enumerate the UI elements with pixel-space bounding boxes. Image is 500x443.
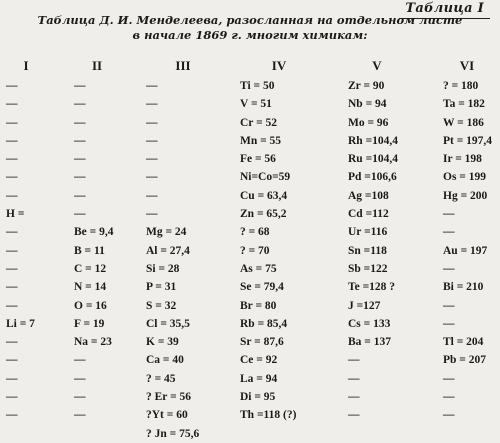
table-number-badge: Таблица I [399,1,490,19]
element-cell: Nb = 94 [348,98,387,111]
element-cell: C = 12 [74,262,107,275]
element-cell: — [74,171,86,184]
element-cell: Hg = 200 [443,189,488,202]
element-cell: ? = 180 [443,80,479,92]
element-cell: ? = 45 [146,372,176,385]
element-cell: Pt = 197,4 [443,134,493,147]
element-cell: — [6,391,18,404]
element-cell: Sb =122 [348,262,388,275]
element-cell: — [443,299,455,312]
element-cell: — [443,208,455,221]
table-title [0,13,500,43]
element-cell: — [146,153,158,166]
element-cell: Tl = 204 [443,336,484,349]
group-header-5: V [372,58,382,73]
column-group-5 [348,77,398,425]
element-cell: Cu = 63,4 [240,189,288,202]
element-cell: Al = 27,4 [146,244,190,257]
element-cell: Be = 9,4 [74,226,114,239]
element-cell: Li = 7 [6,317,35,330]
element-cell: Rb = 85,4 [240,317,288,330]
element-cell: — [6,98,18,111]
element-cell: — [74,409,86,422]
element-cell: K = 39 [146,336,179,349]
element-cell: Mo = 96 [348,116,389,129]
element-cell: Mn = 55 [240,134,282,147]
element-cell: — [74,354,86,367]
group-header-1: I [23,58,29,73]
element-cell: — [443,409,455,422]
element-cell: Cs = 133 [348,317,391,330]
element-cell: Ba = 137 [348,336,391,349]
element-cell: — [6,153,18,166]
element-cell: — [74,208,86,221]
column-group-3 [146,77,199,443]
element-cell: — [6,116,18,129]
element-cell: H = [6,208,25,221]
element-cell: V = 51 [240,98,272,111]
element-cell: — [74,372,86,385]
group-header-2: II [91,58,103,73]
element-cell: Na = 23 [74,336,112,349]
element-cell: — [6,336,18,349]
column-group-1 [6,77,35,425]
element-cell: Ce = 92 [240,354,278,367]
element-cell: Br = 80 [240,299,277,312]
element-cell: — [146,134,158,147]
element-cell: — [6,226,18,239]
element-cell: — [443,391,455,404]
element-cell: ?Yt = 60 [146,409,188,422]
element-cell: — [74,391,86,404]
element-cell: — [146,98,158,111]
element-cell: — [6,372,18,385]
element-cell: — [443,262,455,275]
title-line-1: Таблица Д. И. Менделеева, разосланная на отдельном листе [37,13,463,27]
element-cell: — [146,189,158,202]
group-header-4: IV [271,58,287,73]
element-cell: F = 19 [74,317,105,330]
element-cell: — [348,372,360,385]
element-cell: — [443,372,455,385]
element-cell: Os = 199 [443,171,486,184]
element-cell: Cd =112 [348,208,389,221]
element-cell: Pd =106,6 [348,171,397,184]
element-cell: — [6,134,18,147]
element-cell: — [348,391,360,404]
element-cell: Ir = 198 [443,153,482,166]
element-cell: La = 94 [240,372,278,385]
column-group-2 [74,77,113,425]
element-cell: — [348,409,360,422]
element-cell: Rh =104,4 [348,134,399,147]
element-cell: — [6,409,18,422]
element-cell: Se = 79,4 [240,281,284,294]
group-header-3: III [175,58,191,73]
element-cell: As = 75 [240,262,277,275]
element-cell: W = 186 [443,116,484,129]
element-cell: — [6,171,18,184]
element-cell: — [146,116,158,129]
element-cell: Te =128 ? [348,281,396,294]
element-cell: Ni=Co=59 [240,171,291,184]
element-cell: ? = 70 [240,244,270,257]
element-cell: Zn = 65,2 [240,208,287,221]
element-cell: ? Er = 56 [146,391,191,404]
element-cell: Ca = 40 [146,354,184,367]
element-cell: ? = 68 [240,226,270,239]
element-cell: — [146,208,158,221]
element-cell: Th =118 (?) [240,409,297,422]
element-cell: B = 11 [74,244,105,257]
element-cell: Ti = 50 [240,80,275,92]
element-cell: Cl = 35,5 [146,317,190,330]
element-cell: — [74,80,86,92]
group-header-6: VI [459,58,475,73]
element-cell: O = 16 [74,299,107,312]
element-cell: — [6,189,18,202]
element-cell: Bi = 210 [443,281,484,294]
element-cell: — [146,80,158,92]
element-cell: J =127 [348,299,381,312]
element-cell: — [6,80,18,92]
element-cell: P = 31 [146,281,177,294]
element-cell: — [6,244,18,257]
element-cell: Di = 95 [240,391,276,404]
element-cell: — [6,281,18,294]
element-cell: ? Jn = 75,6 [146,427,200,440]
element-cell: Fe = 56 [240,153,276,166]
element-cell: Ur =116 [348,226,388,239]
element-cell: Mg = 24 [146,226,187,239]
element-cell: Sn =118 [348,244,387,257]
element-cell: — [443,317,455,330]
element-cell: — [348,354,360,367]
element-cell: — [146,171,158,184]
element-cell: S = 32 [146,299,177,312]
element-cell: — [6,299,18,312]
element-cell: Sr = 87,6 [240,336,284,349]
element-cell: — [74,98,86,111]
element-cell: Cr = 52 [240,116,278,129]
element-cell: — [443,226,455,239]
element-cell: Ta = 182 [443,98,485,111]
element-cell: Au = 197 [443,244,488,257]
element-cell: Pb = 207 [443,354,486,367]
element-cell: Zr = 90 [348,80,385,92]
element-cell: Ag =108 [348,189,389,202]
element-cell: — [6,354,18,367]
element-cell: N = 14 [74,281,107,294]
element-cell: — [74,153,86,166]
element-cell: — [6,262,18,275]
element-cell: — [74,189,86,202]
column-group-6 [443,77,492,425]
element-cell: Ru =104,4 [348,153,399,166]
element-cell: — [74,134,86,147]
title-line-2: в начале 1869 г. многим химикам: [132,28,368,42]
column-group-4 [240,77,296,425]
element-cell: Si = 28 [146,262,180,275]
element-cell: — [74,116,86,129]
